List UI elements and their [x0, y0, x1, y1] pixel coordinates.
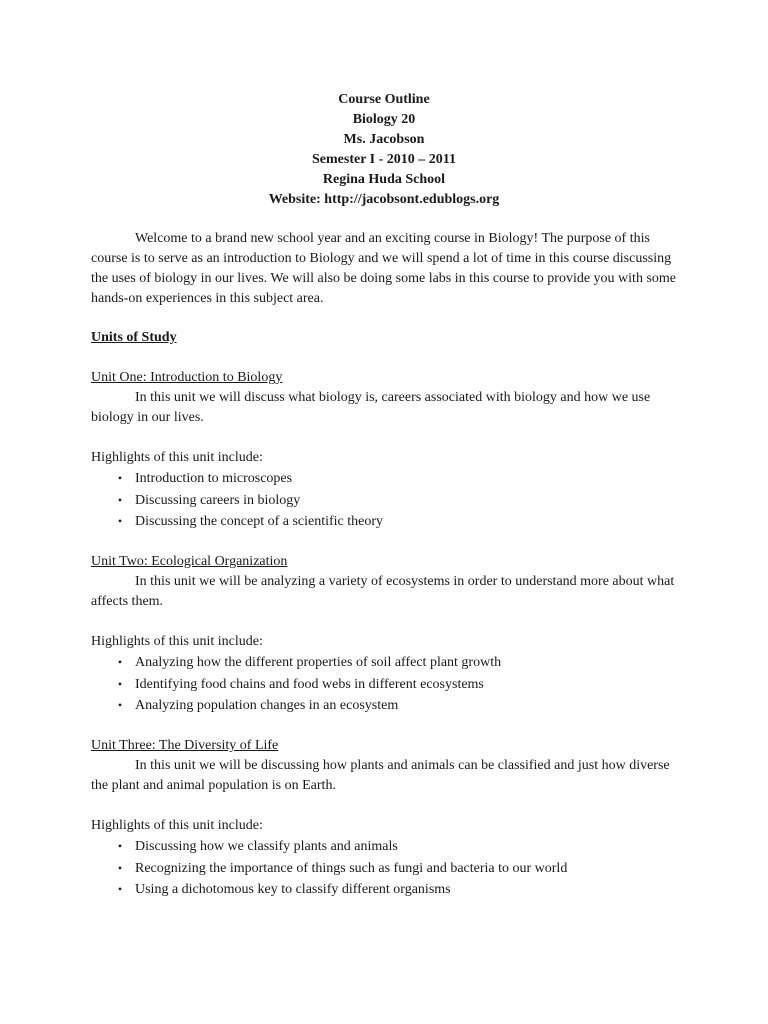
list-item: • Discussing how we classify plants and animals — [91, 836, 679, 858]
unit-title: Unit Two: Ecological Organization — [91, 554, 288, 569]
highlights-list — [91, 836, 679, 901]
unit-description: In this unit we will discuss what biology is, careers associated with biology and how we use biology in our lives. — [91, 390, 651, 425]
highlights-label: Highlights of this unit include: — [91, 634, 263, 649]
list-item: • Discussing the concept of a scientific theory — [91, 511, 679, 533]
highlights-list — [91, 468, 679, 533]
bullet-icon: • — [117, 514, 123, 528]
header-teacher: Ms. Jacobson — [343, 132, 425, 147]
highlights-list — [91, 652, 679, 717]
unit-two-section — [91, 552, 679, 717]
list-item: • Analyzing population changes in an ecosystem — [91, 695, 679, 717]
bullet-icon: • — [117, 471, 123, 485]
header-title: Course Outline — [338, 92, 430, 107]
header-school: Regina Huda School — [322, 172, 446, 187]
bullet-icon: • — [117, 655, 123, 669]
unit-three-section — [91, 736, 679, 901]
list-item: • Using a dichotomous key to classify different organisms — [91, 879, 679, 901]
bullet-icon: • — [117, 492, 123, 507]
unit-description: In this unit we will be analyzing a variety of ecosystems in order to understand more about what affects them. — [91, 574, 675, 609]
bullet-icon: • — [117, 860, 123, 875]
bullet-icon: • — [117, 882, 123, 896]
unit-one-section — [91, 368, 679, 533]
unit-title: Unit One: Introduction to Biology — [91, 370, 283, 385]
list-item: • Discussing careers in biology — [91, 490, 679, 512]
list-item: • Identifying food chains and food webs in different ecosystems — [91, 674, 679, 696]
unit-title: Unit Three: The Diversity of Life — [91, 738, 279, 753]
list-item: • Recognizing the importance of things such as fungi and bacteria to our world — [91, 858, 679, 880]
course-header — [0, 90, 768, 210]
header-website: Website: http://jacobsont.edublogs.org — [268, 192, 500, 207]
intro-paragraph: Welcome to a brand new school year and an exciting course in Biology! The purpose of this course is to serve as an introduction to Biology and we will spend a lot of time in this course discussing the uses of biology in our lives. We will also be doing some labs in this course to provide you with some hands-on experiences in this subject area. — [91, 231, 676, 306]
highlights-label: Highlights of this unit include: — [91, 818, 263, 833]
header-course: Biology 20 — [352, 112, 416, 127]
list-item: • Analyzing how the different properties of soil affect plant growth — [91, 652, 679, 674]
highlights-label: Highlights of this unit include: — [91, 450, 263, 465]
bullet-icon: • — [117, 698, 123, 712]
unit-description: In this unit we will be discussing how plants and animals can be classified and just how diverse the plant and animal population is on Earth. — [91, 758, 670, 793]
list-item: • Introduction to microscopes — [91, 468, 679, 490]
bullet-icon: • — [117, 839, 123, 853]
header-semester: Semester I - 2010 – 2011 — [312, 152, 456, 167]
bullet-icon: • — [117, 676, 123, 691]
units-of-study-heading: Units of Study — [91, 330, 177, 345]
